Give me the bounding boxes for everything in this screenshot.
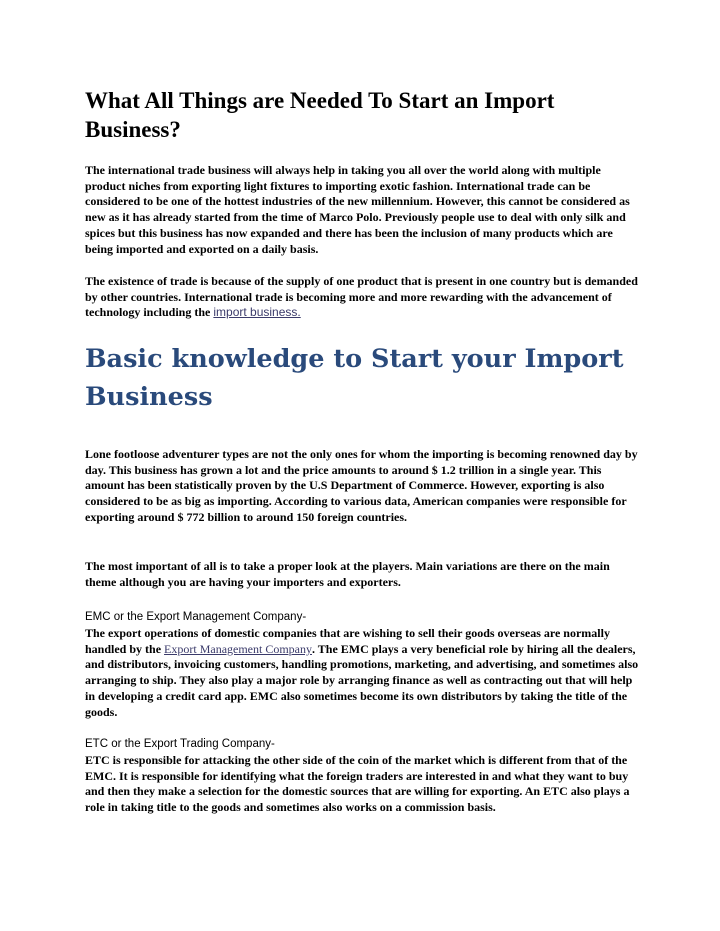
intro-paragraph-2 [85, 274, 640, 321]
emc-text-before-link: The export operations of domestic companies that are wishing to sell their goods overseas are normally handled by the [85, 626, 610, 656]
emc-paragraph [85, 626, 640, 720]
import-business-link[interactable]: import business. [213, 305, 301, 320]
etc-paragraph: ETC is responsible for attacking the other side of the coin of the market which is different from that of the EMC. It is responsible for identifying what the foreign traders are interested in and what they want to buy and then they make a selection for the domestic sources that are willing for exporting. An ETC also plays a role in taking title to the goods and sometimes also works on a commission basis. [85, 753, 630, 815]
emc-heading: EMC or the Export Management Company- [85, 611, 307, 623]
intro-paragraph-1: The international trade business will always help in taking you all over the world along with multiple product niches from exporting light fixtures to importing exotic fashion. International trade can be considered to be one of the hottest industries of the new millennium. However, this cannot be considered as new as it has already started from the time of Marco Polo. Previously people use to deal with only silk and spices but this business has now expanded and there has been the inclusion of many products which are being imported and exported on a daily basis. [85, 163, 630, 256]
section-paragraph-2: The most important of all is to take a proper look at the players. Main variations are there on the main theme although you are having your importers and exporters. [85, 559, 610, 589]
export-management-company-link[interactable]: Export Management Company [164, 641, 312, 656]
section-paragraph-1: Lone footloose adventurer types are not the only ones for whom the importing is becoming renowned day by day. This business has grown a lot and the price amounts to around $ 1.2 trillion in a single year. This amount has been statistically proven by the U.S Department of Commerce. However, exporting is also considered to be as big as importing. According to various data, American companies were responsible for exporting around $ 772 billion to around 150 foreign countries. [85, 447, 638, 524]
etc-heading: ETC or the Export Trading Company- [85, 738, 275, 750]
emc-text-after-link: . The EMC plays a very beneficial role by hiring all the dealers, and distributors, invoicing customers, handling promotions, marketing, and advertising, and sometimes also arranging to ship. They also play a major role by arranging finance as well as contracting out that will help in developing a credit card app. EMC also sometimes become its own distributors by taking the title of the goods. [85, 641, 639, 719]
document-title: What All Things are Needed To Start an Import Business? [85, 88, 555, 142]
section-heading: Basic knowledge to Start your Import Business [85, 344, 624, 412]
intro-paragraph-2-text: The existence of trade is because of the supply of one product that is present in one country but is demanded by other countries. International trade is becoming more and more rewarding with the advancement of technology including the [85, 274, 638, 320]
